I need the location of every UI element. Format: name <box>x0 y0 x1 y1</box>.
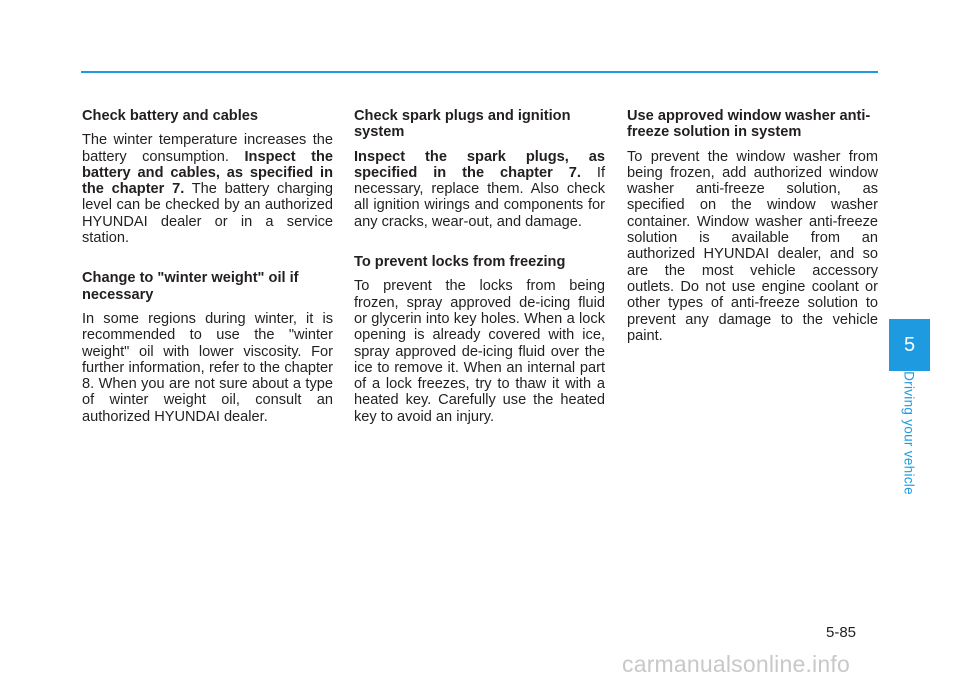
chapter-number-tab <box>889 319 930 371</box>
heading-washer: Use approved window washer anti-freeze solution in system <box>627 108 871 141</box>
heading-locks: To prevent locks from freezing <box>354 254 566 271</box>
chapter-number: 5 <box>903 333 916 356</box>
chapter-title: Driving your vehicle <box>901 371 917 495</box>
paragraph-oil: In some regions during winter, it is recommended to use the "winter weight" oil with lower viscosity. For further information, refer to the chapter 8. When you are not sure about a type of winter weight oil, consult an authorized HYUNDAI dealer. <box>82 310 333 425</box>
spark-bold: Inspect the spark plugs, as specified in the chapter 7. <box>354 148 605 181</box>
heading-battery: Check battery and cables <box>82 108 259 124</box>
watermark: carmanualsonline.info <box>622 651 850 677</box>
page-number: 5-85 <box>826 624 857 641</box>
column-3 <box>627 108 878 368</box>
top-rule <box>81 71 878 73</box>
column-1 <box>82 108 333 449</box>
paragraph-spark <box>354 149 605 230</box>
heading-oil: Change to "winter weight" oil if necessary <box>82 270 299 303</box>
paragraph-battery <box>82 132 333 246</box>
column-2 <box>354 108 605 449</box>
battery-text-1: The winter temperature increases the battery consumption. <box>82 132 333 165</box>
heading-spark: Check spark plugs and ignition system <box>354 108 571 141</box>
battery-bold: Inspect the battery and cables, as specified in the chapter 7. <box>82 148 333 198</box>
paragraph-washer: To prevent the window washer from being frozen, add authorized window washer anti-freeze solution, as specified on the window washer container. Window washer anti-freeze solution is available from an authorized HYUNDAI dealer, and so are the most vehicle accessory outlets. Do not use engine coolant or other types of anti-freeze solution to prevent any damage to the vehicle paint. <box>627 148 878 344</box>
spark-text: If necessary, replace them. Also check all ignition wirings and components for any cracks, wear-out, and damage. <box>354 164 605 230</box>
battery-text-2: The battery charging level can be checked by an authorized HYUNDAI dealer or in a service station. <box>82 181 333 247</box>
paragraph-locks: To prevent the locks from being frozen, spray approved de-icing fluid or glycerin into key holes. When a lock opening is already covered with ice, spray approved de-icing fluid over the ice to remove it. When an internal part of a lock freezes, try to thaw it with a heated key. Carefully use the heated key to avoid an injury. <box>354 278 605 425</box>
